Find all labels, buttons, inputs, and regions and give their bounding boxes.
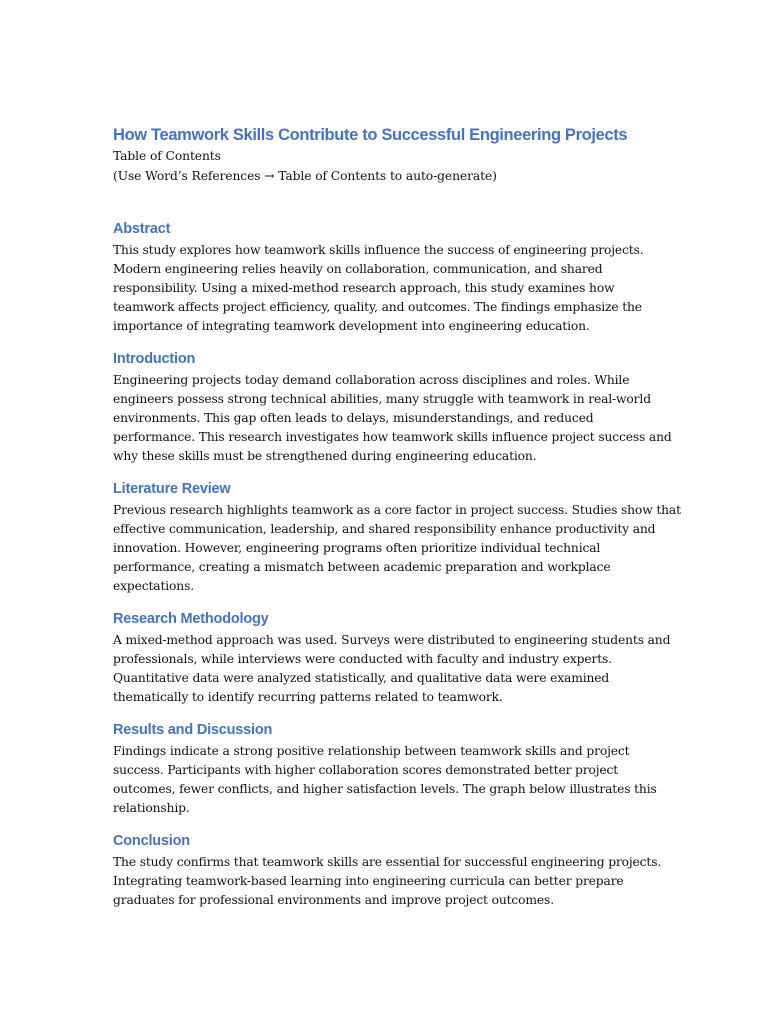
toc-label: Table of Contents <box>113 149 221 163</box>
body-line: This study explores how teamwork skills influence the success of engineering projects. <box>113 243 644 257</box>
section-heading: Abstract <box>113 221 171 237</box>
section-heading: Literature Review <box>113 481 231 497</box>
body-line: why these skills must be strengthened during engineering education. <box>113 449 537 463</box>
section-abstract <box>113 219 658 336</box>
toc-note: (Use Word’s References → Table of Contents to auto-generate) <box>113 169 497 183</box>
body-line: effective communication, leadership, and shared responsibility enhance productivity and <box>113 522 656 536</box>
section-heading: Introduction <box>113 351 196 367</box>
section-research-methodology <box>113 609 671 707</box>
section-conclusion <box>113 831 662 910</box>
body-line: importance of integrating teamwork development into engineering education. <box>113 319 590 333</box>
section-heading: Results and Discussion <box>113 722 273 738</box>
body-line: thematically to identify recurring patterns related to teamwork. <box>113 690 503 704</box>
body-line: relationship. <box>113 801 190 815</box>
section-literature-review <box>113 479 681 596</box>
body-line: professionals, while interviews were conducted with faculty and industry experts. <box>113 652 612 666</box>
section-heading: Research Methodology <box>113 611 269 627</box>
body-line: engineers possess strong technical abilities, many struggle with teamwork in real-world <box>113 392 651 406</box>
section-body <box>113 371 672 466</box>
body-line: success. Participants with higher collaboration scores demonstrated better project <box>113 763 619 777</box>
document-page <box>113 124 681 910</box>
section-introduction <box>113 349 672 466</box>
body-line: expectations. <box>113 579 194 593</box>
body-line: Engineering projects today demand collaboration across disciplines and roles. While <box>113 373 630 387</box>
body-line: Integrating teamwork-based learning into engineering curricula can better prepare <box>113 874 624 888</box>
body-line: Quantitative data were analyzed statistically, and qualitative data were examined <box>113 671 610 685</box>
document-title: How Teamwork Skills Contribute to Successful Engineering Projects <box>113 126 628 144</box>
body-line: A mixed-method approach was used. Surveys were distributed to engineering students and <box>113 633 671 647</box>
body-line: The study confirms that teamwork skills are essential for successful engineering projects. <box>113 855 662 869</box>
body-line: innovation. However, engineering programs often prioritize individual technical <box>113 541 601 555</box>
body-line: Findings indicate a strong positive relationship between teamwork skills and project <box>113 744 630 758</box>
body-line: Modern engineering relies heavily on collaboration, communication, and shared <box>113 262 603 276</box>
body-line: Previous research highlights teamwork as a core factor in project success. Studies show that <box>113 503 681 517</box>
section-heading: Conclusion <box>113 833 190 849</box>
body-line: outcomes, fewer conflicts, and higher satisfaction levels. The graph below illustrates this <box>113 782 657 796</box>
body-line: performance, creating a mismatch between academic preparation and workplace <box>113 560 611 574</box>
section-body <box>113 241 658 336</box>
section-body <box>113 853 662 910</box>
body-line: performance. This research investigates how teamwork skills influence project success and <box>113 430 672 444</box>
body-line: graduates for professional environments and improve project outcomes. <box>113 893 554 907</box>
section-results-discussion <box>113 720 658 818</box>
body-line: responsibility. Using a mixed-method research approach, this study examines how <box>113 281 615 295</box>
body-line: teamwork affects project efficiency, quality, and outcomes. The findings emphasize the <box>113 300 642 314</box>
section-body <box>113 501 681 596</box>
section-body <box>113 742 658 818</box>
body-line: environments. This gap often leads to delays, misunderstandings, and reduced <box>113 411 594 425</box>
section-body <box>113 631 671 707</box>
